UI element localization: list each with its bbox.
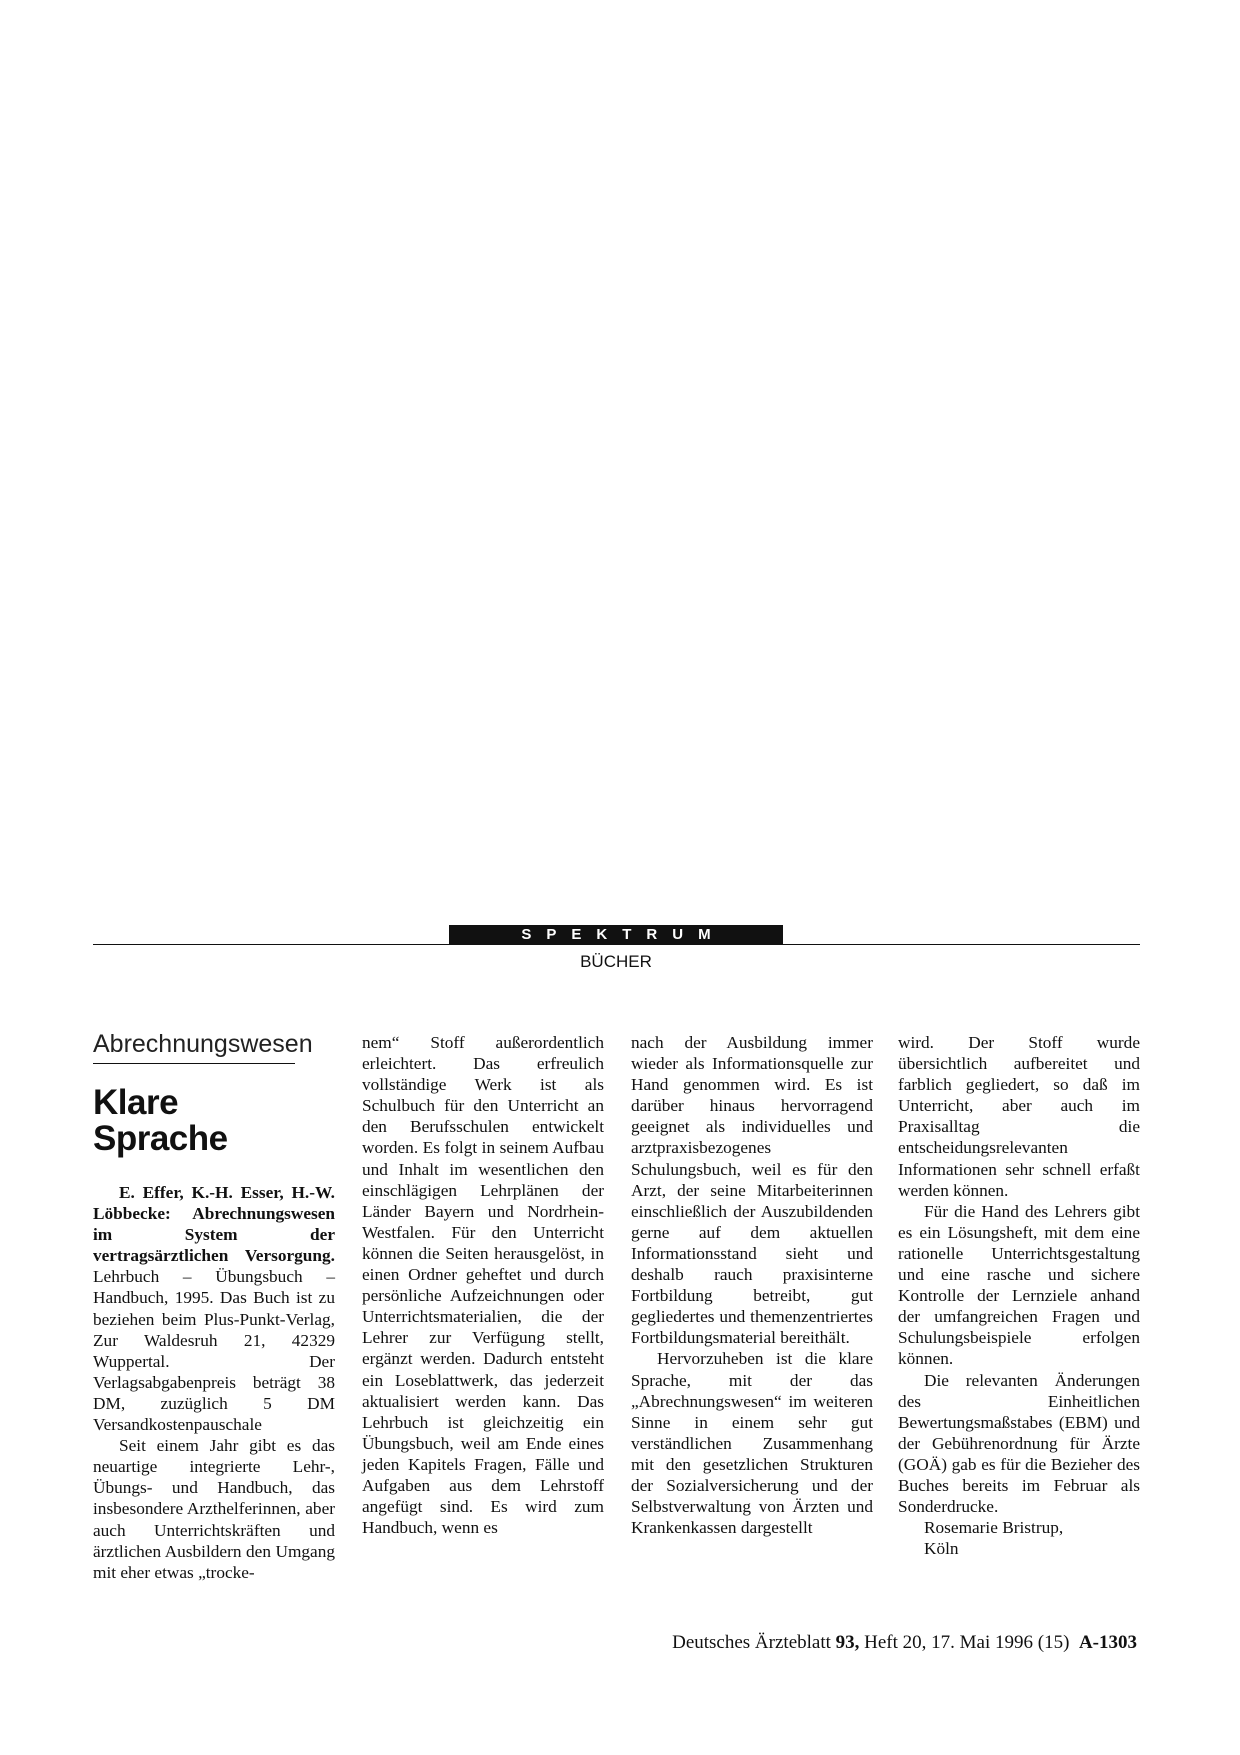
book-reference-details: Lehrbuch – Übungsbuch – Handbuch, 1995. Das Buch ist zu beziehen beim Plus-Punkt-Verlag, Zur Waldesruh 21, 42329 Wuppertal. Der Verlagsabgabenpreis beträgt 38 DM, zuzüglich 5 DM Versandkostenpauschale <box>93 1267 335 1435</box>
text-column-3 <box>631 1032 873 1538</box>
book-reference <box>93 1182 335 1435</box>
text-column-1 <box>93 1182 335 1583</box>
paragraph-4: Die relevanten Änderungen des Einheitlichen Bewertungsmaßstabes (EBM) und der Gebührenordnung für Ärzte (GOÄ) gab es für die Bezieher des Buches bereits im Februar als Sonderdrucke. <box>898 1370 1140 1517</box>
kicker-underline <box>93 1063 295 1064</box>
header-rule <box>93 944 1140 945</box>
paragraph-1-continued: nem“ Stoff außerordentlich erleichtert. Das erfreulich vollständige Werk ist als Schulbuch für den Unterricht an den Berufsschulen entwickelt worden. Es folgt in seinem Aufbau und Inhalt im wesentlichen den einschlägigen Lehrplänen der Länder Bayern und Nordrhein-Westfalen. Für den Unterricht können die Seiten herausgelöst, in einen Ordner geheftet und durch persönliche Aufzeichnungen oder Unterrichtsmaterialien, die der Lehrer zur Verfügung stellt, ergänzt werden. Dadurch entsteht ein Loseblattwerk, das jederzeit aktualisiert werden kann. Das Lehrbuch ist gleichzeitig ein Übungsbuch, weil am Ende eines jeden Kapitels Fragen, Fälle und Aufgaben aus dem Lehrstoff angefügt sind. Es wird zum Handbuch, wenn es <box>362 1033 604 1538</box>
paragraph-2: Hervorzuheben ist die klare Sprache, mit der das „Abrechnungswesen“ im weiteren Sinne in einem sehr gut verständlichen Zusammenhang mit den gesetzlichen Strukturen der Sozialversicherung und der Selbstverwaltung von Ärzten und Krankenkassen dargestellt <box>631 1349 873 1538</box>
author-city: Köln <box>924 1539 959 1559</box>
journal-issue: Heft 20, 17. Mai 1996 (15) <box>864 1632 1070 1653</box>
text-column-4 <box>898 1032 1140 1559</box>
article-headline: Klare Sprache <box>93 1083 228 1158</box>
article-kicker: Abrechnungswesen <box>93 1030 313 1058</box>
book-reference-title: E. Effer, K.-H. Esser, H.-W. Löbbecke: Abrechnungswesen im System der vertragsärztlichen Versorgung. <box>93 1183 335 1266</box>
section-label: BÜCHER <box>580 952 652 971</box>
paragraph-1: Seit einem Jahr gibt es das neuartige integrierte Lehr-, Übungs- und Handbuch, das insbesondere Arzthelferinnen, aber auch Unterrichtskräften und ärztlichen Ausbildern den Umgang mit eher etwas „trocke- <box>93 1436 335 1582</box>
page-number: A-1303 <box>1078 1632 1137 1653</box>
section-banner: SPEKTRUM <box>449 925 783 945</box>
paragraph-1-continued-2: nach der Ausbildung immer wieder als Informationsquelle zur Hand genommen wird. Es ist darüber hinaus hervorragend geeignet als individuelles und arztpraxisbezogenes Schulungsbuch, weil es für den Arzt, der seine Mitarbeiterinnen einschließlich der Auszubildenden gerne auf dem aktuellen Informationsstand sieht und deshalb rauch praxisinterne Fortbildung betreibt, gut gegliedertes und themenzentriertes Fortbildungsmaterial bereithält. <box>631 1033 873 1348</box>
author-name: Rosemarie Bristrup, <box>924 1518 1064 1538</box>
paragraph-3: Für die Hand des Lehrers gibt es ein Lösungsheft, mit dem eine rationelle Unterrichtsgestaltung und eine rasche und sichere Kontrolle der Lernziele anhand der umfangreichen Fragen und Schulungsbeispiele erfolgen können. <box>898 1201 1140 1369</box>
paragraph-2-continued: wird. Der Stoff wurde übersichtlich aufbereitet und farblich gegliedert, so daß im Unterricht, aber auch im Praxisalltag die entscheidungsrelevanten Informationen sehr schnell erfaßt werden können. <box>898 1033 1140 1200</box>
journal-name: Deutsches Ärzteblatt <box>672 1632 831 1653</box>
page-footer <box>672 1632 1137 1654</box>
journal-volume: 93, <box>835 1632 860 1653</box>
text-column-2 <box>362 1032 604 1538</box>
